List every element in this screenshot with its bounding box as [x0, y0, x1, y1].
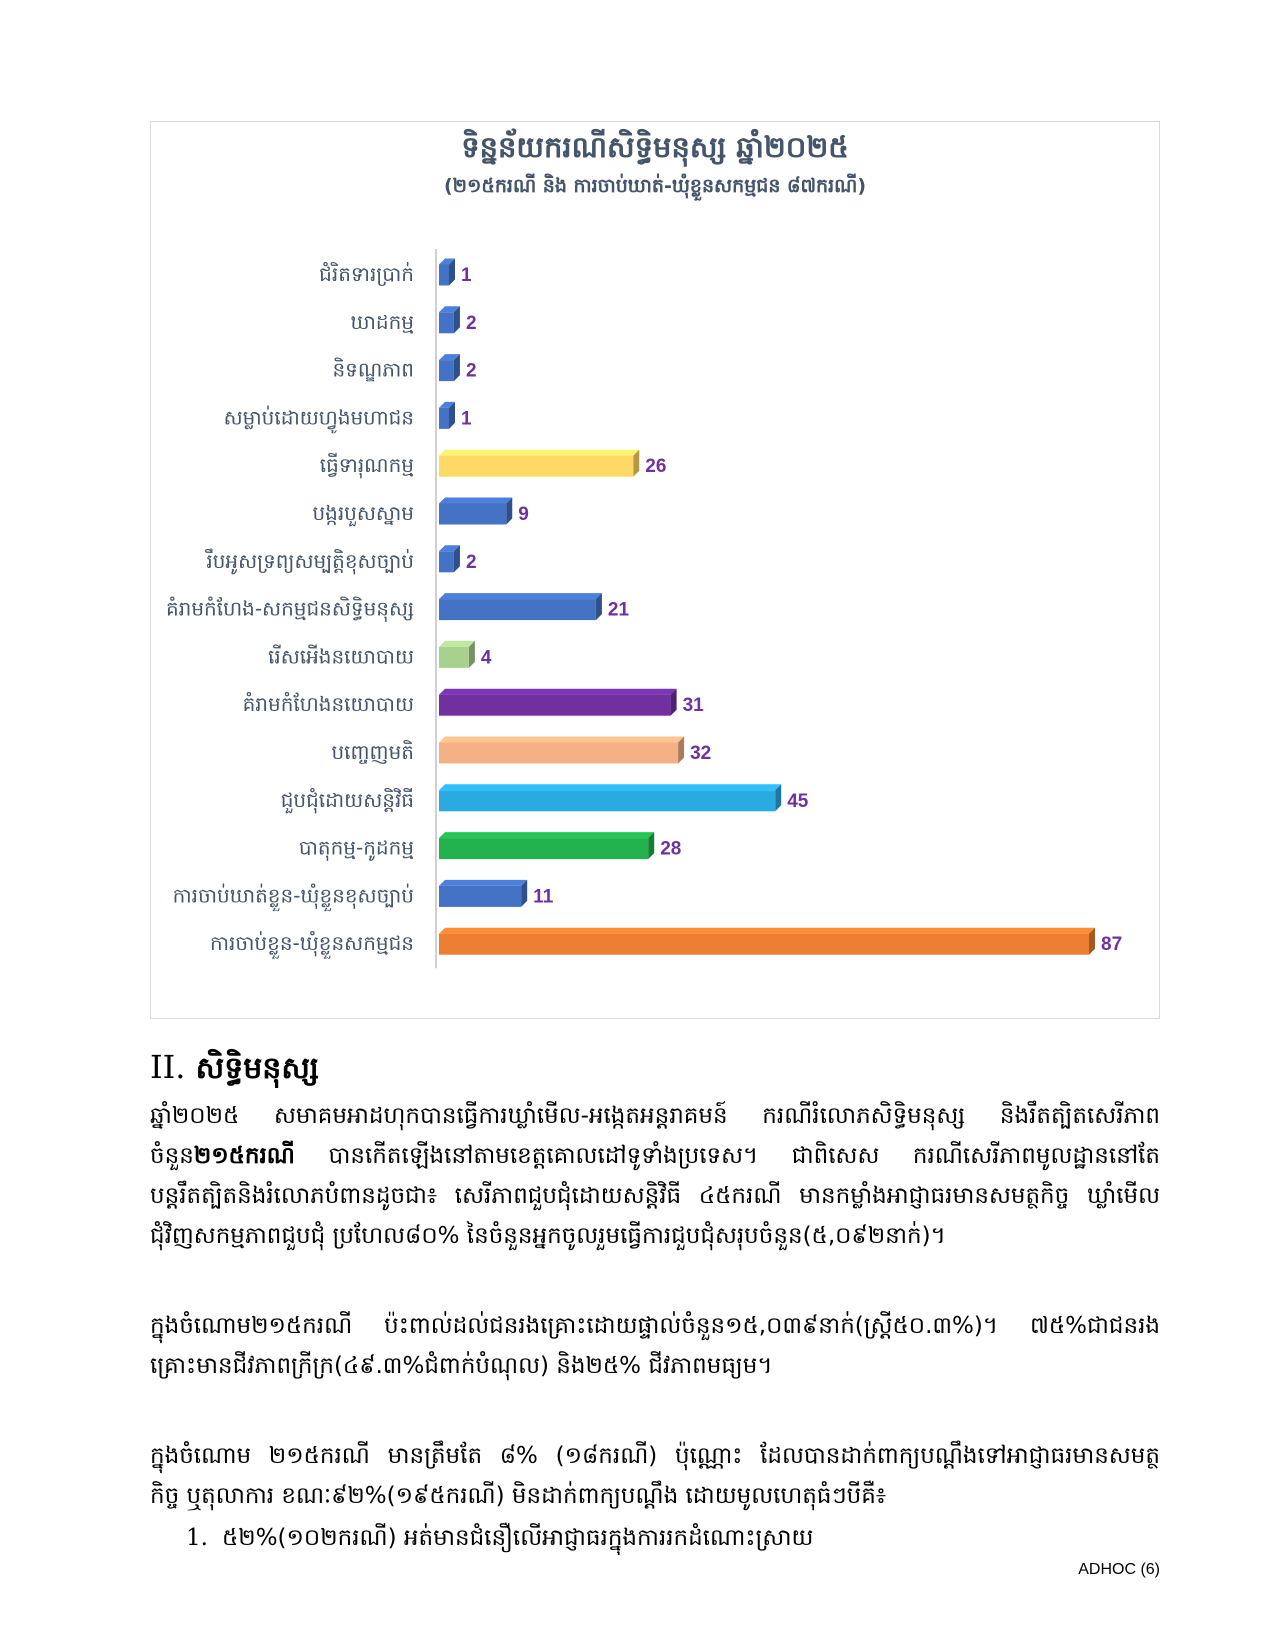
bar: [439, 695, 671, 716]
value-label: 21: [607, 599, 630, 621]
paragraph-1-line-3: បន្តរឹតត្បិតនិងរំលោភបំពានដូចជា៖ សេរីភាពជួបជុំដោយសន្តិវិធី ៤៥ករណី មានកម្លាំងអាជ្ញាធរមានសមត្ថកិច្ច ឃ្លាំមើល: [150, 1183, 1160, 1209]
bar: [439, 504, 506, 525]
list-item: [186, 1518, 813, 1558]
bar-chart: [151, 122, 1161, 1020]
category-label: ជំរិតទារប្រាក់: [319, 262, 414, 286]
category-label: និទណ្ឌភាព: [332, 357, 414, 382]
paragraph-3-line-2: កិច្ច ឬតុលាការ ខណៈ៩២%(១៩៥ករណី) មិនដាក់ពាក្យបណ្តឹង ដោយមូលហេតុធំៗបីគឺ៖: [150, 1483, 886, 1509]
category-label: ឃាដកម្ម: [350, 309, 414, 334]
bar: [439, 886, 521, 907]
category-label: គំរាមកំហែង-សកម្មជនសិទ្ធិមនុស្ស: [165, 596, 414, 621]
bar-top-face: [439, 641, 475, 647]
category-label: បញ្ចេញមតិ: [331, 740, 414, 764]
bar-top-face: [439, 784, 781, 790]
value-label: 45: [787, 790, 809, 812]
paragraph-1-bold-count: ២១៥ករណី: [193, 1143, 295, 1169]
bar: [439, 265, 449, 286]
category-label: គំរាមកំហែងនយោបាយ: [242, 692, 414, 717]
value-label: 1: [461, 265, 472, 286]
page-footer: ADHOC (6): [1078, 1561, 1160, 1578]
category-label: សម្លាប់ដោយហ្វូងមហាជន: [223, 405, 414, 430]
list-item-marker: 1.: [186, 1525, 208, 1551]
value-label: 26: [645, 456, 667, 478]
paragraph-3-line-1: ក្នុងចំណោម ២១៥ករណី មានត្រឹមតែ ៨% (១៨ករណី) ប៉ុណ្ណោះ ដែលបានដាក់ពាក្យបណ្តឹងទៅអាជ្ញាធរមានសមត្ថ: [150, 1443, 1160, 1469]
bar: [439, 312, 454, 333]
paragraph-1-line-2-post: បានកើតឡើងនៅតាមខេត្តគោលដៅទូទាំងប្រទេស។ ជាពិសេស ករណីសេរីភាពមូលដ្ឋាននៅតែ: [294, 1143, 1160, 1169]
value-label: 9: [518, 504, 529, 525]
chart-subtitle: (២១៥ករណី និង ការចាប់ឃាត់-ឃុំខ្លួនសកម្មជន ៨៧ករណី): [443, 175, 867, 197]
bar: [439, 934, 1089, 955]
paragraph-1-line-2-pre: ចំនួន: [150, 1143, 194, 1169]
bar-top-face: [439, 832, 654, 838]
value-label: 31: [682, 695, 704, 717]
paragraph-1: [150, 1096, 1160, 1256]
bar: [439, 408, 449, 429]
value-label: 11: [533, 886, 554, 908]
bar: [439, 456, 633, 477]
category-label: ការចាប់ខ្លួន-ឃុំខ្លួនសកម្មជន: [210, 931, 414, 956]
list-item-text: ៥២%(១០២ករណី) អត់មានជំនឿលើអាជ្ញាធរក្នុងការរកដំណោះស្រាយ: [222, 1525, 814, 1551]
paragraph-2-line-2: គ្រោះមានជីវភាពក្រីក្រ(៤៩.៣%ជំពាក់បំណុល) និង២៥% ជីវភាពមធ្យម។: [150, 1353, 773, 1379]
category-label: ការចាប់ឃាត់ខ្លួន-ឃុំខ្លួនខុសច្បាប់: [172, 883, 414, 908]
category-label: បាតុកម្ម-កូដកម្ម: [298, 835, 414, 860]
paragraph-3: [150, 1436, 1160, 1516]
value-label: 2: [465, 551, 477, 573]
bar-top-face: [439, 689, 677, 695]
section-number: II.: [150, 1048, 186, 1086]
bar-top-face: [439, 450, 639, 456]
paragraph-2: [150, 1306, 1160, 1386]
category-label: រើសអើងនយោបាយ: [268, 644, 414, 669]
bar: [439, 360, 454, 381]
value-label: 2: [465, 360, 477, 382]
bar: [439, 790, 775, 811]
bar: [439, 647, 469, 668]
bar: [439, 743, 678, 764]
bar-top-face: [439, 498, 512, 504]
category-label: ជួបជុំដោយសន្តិវិធី: [280, 787, 414, 812]
paragraph-2-line-1: ក្នុងចំណោម២១៥ករណី ប៉ះពាល់ដល់ជនរងគ្រោះដោយផ្ទាល់ចំនួន១៥,០៣៩នាក់(ស្ត្រី៥០.៣%)។ ៧៥%ជាជនរង: [150, 1313, 1160, 1339]
bar: [439, 551, 454, 572]
section-heading: [150, 1048, 319, 1093]
bar-top-face: [439, 928, 1095, 934]
bar-top-face: [439, 880, 527, 886]
chart-title: ទិន្នន័យករណីសិទ្ធិមនុស្ស ឆ្នាំ២០២៥: [461, 130, 849, 164]
value-label: 4: [480, 647, 492, 669]
category-label: ធ្វើទារុណកម្ម: [319, 453, 414, 478]
paragraph-1-line-1: ឆ្នាំ២០២៥ សមាគមអាដហុកបានធ្វើការឃ្លាំមើល-អង្កេតអន្តរាគមន៍ ករណីរំលោភសិទ្ធិមនុស្ស និងរឹតត្បិតសេរីភាព: [150, 1103, 1160, 1129]
bar-top-face: [439, 737, 684, 743]
section-title: សិទ្ធិមនុស្ស: [195, 1051, 319, 1086]
bar: [439, 599, 596, 620]
chart-container: [150, 121, 1160, 1019]
paragraph-1-line-2: [150, 1136, 1160, 1176]
bar-top-face: [439, 593, 602, 599]
category-label: រឹបអូសទ្រព្យសម្បត្តិខុសច្បាប់: [206, 548, 414, 573]
value-label: 2: [465, 312, 477, 334]
value-label: 32: [690, 743, 712, 764]
value-label: 28: [660, 838, 682, 860]
value-label: 1: [461, 408, 472, 430]
bar: [439, 838, 648, 859]
paragraph-1-line-4: ជុំវិញសកម្មភាពជួបជុំ ប្រហែល៨០% នៃចំនួនអ្នកចូលរួមធ្វើការជួបជុំសរុបចំនួន(៥,០៩២នាក់)។: [150, 1223, 946, 1249]
value-label: 87: [1101, 934, 1123, 956]
category-label: បង្ករបួសស្នាម: [312, 501, 414, 525]
